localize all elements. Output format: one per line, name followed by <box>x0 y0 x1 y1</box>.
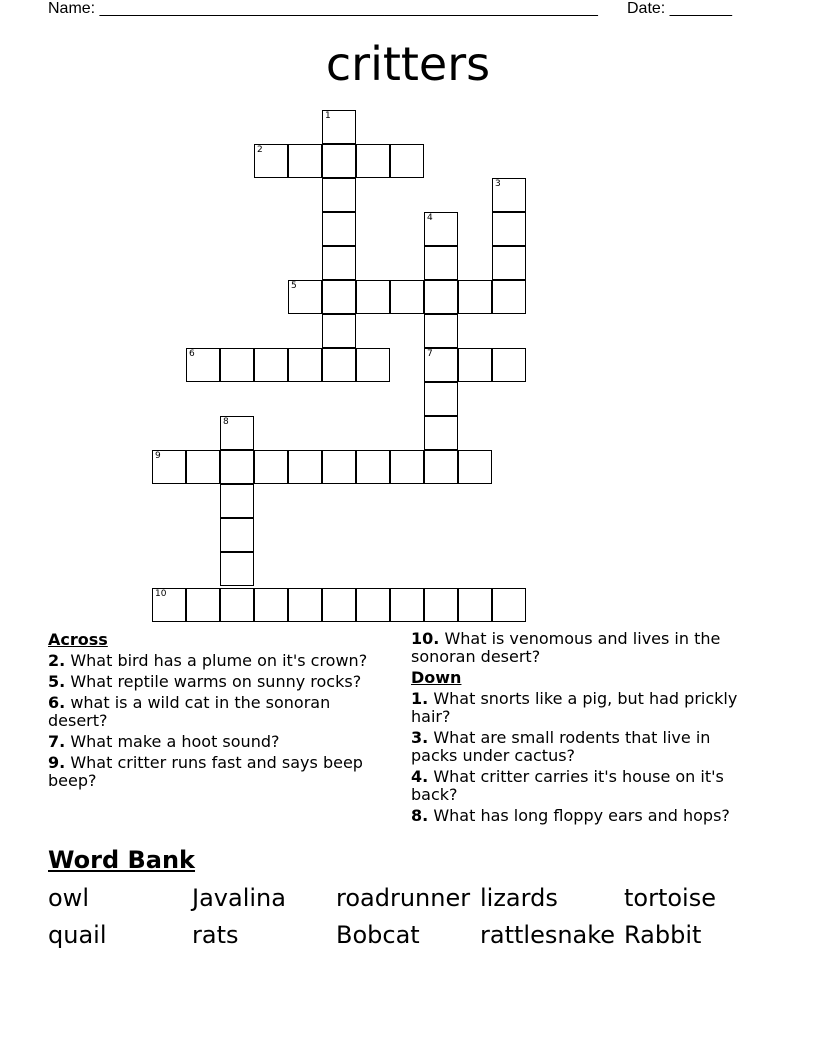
date-field-label: Date: _______ <box>627 0 732 17</box>
clue-num: 2. <box>48 651 66 670</box>
clue-number: 1 <box>325 111 331 121</box>
clue-text: What bird has a plume on it's crown? <box>70 651 368 670</box>
grid-cell[interactable] <box>152 588 186 622</box>
grid-cell[interactable] <box>254 144 288 178</box>
grid-cell[interactable] <box>322 314 356 348</box>
clue-text: What is venomous and lives in the sonoran desert? <box>411 629 721 666</box>
grid-cell[interactable] <box>458 280 492 314</box>
grid-cell[interactable] <box>390 280 424 314</box>
clue-item <box>411 630 751 666</box>
grid-cell[interactable] <box>220 416 254 450</box>
grid-cell[interactable] <box>424 588 458 622</box>
clue-number: 2 <box>257 145 263 155</box>
grid-cell[interactable] <box>322 144 356 178</box>
grid-cell[interactable] <box>322 450 356 484</box>
grid-cell[interactable] <box>186 348 220 382</box>
clue-num: 6. <box>48 693 66 712</box>
grid-cell[interactable] <box>458 450 492 484</box>
grid-cell[interactable] <box>186 450 220 484</box>
grid-cell[interactable] <box>288 348 322 382</box>
clue-num: 4. <box>411 767 429 786</box>
grid-cell[interactable] <box>492 588 526 622</box>
grid-cell[interactable] <box>424 450 458 484</box>
clue-text: What reptile warms on sunny rocks? <box>70 672 362 691</box>
grid-cell[interactable] <box>492 212 526 246</box>
grid-cell[interactable] <box>458 588 492 622</box>
page-title: critters <box>325 37 491 91</box>
grid-cell[interactable] <box>288 144 322 178</box>
grid-cell[interactable] <box>322 348 356 382</box>
grid-cell[interactable] <box>390 450 424 484</box>
clue-number: 5 <box>291 281 297 291</box>
grid-cell[interactable] <box>424 348 458 382</box>
clue-number: 9 <box>155 451 161 461</box>
grid-cell[interactable] <box>492 348 526 382</box>
grid-cell[interactable] <box>288 588 322 622</box>
grid-cell[interactable] <box>390 144 424 178</box>
grid-cell[interactable] <box>254 450 288 484</box>
word-bank-item: Rabbit <box>624 921 702 949</box>
grid-cell[interactable] <box>220 588 254 622</box>
grid-cell[interactable] <box>390 588 424 622</box>
clue-number: 6 <box>189 349 195 359</box>
grid-cell[interactable] <box>220 552 254 586</box>
clue-item <box>411 690 751 726</box>
clue-item <box>48 673 388 691</box>
clue-number: 3 <box>495 179 501 189</box>
clue-item <box>411 768 751 804</box>
grid-cell[interactable] <box>424 314 458 348</box>
clue-number: 7 <box>427 349 433 359</box>
grid-cell[interactable] <box>356 348 390 382</box>
grid-cell[interactable] <box>254 348 288 382</box>
word-bank-item: roadrunner <box>336 884 471 912</box>
grid-cell[interactable] <box>322 588 356 622</box>
grid-cell[interactable] <box>492 280 526 314</box>
grid-cell[interactable] <box>424 280 458 314</box>
clue-text: What are small rodents that live in packs under cactus? <box>411 728 711 765</box>
clue-text: What snorts like a pig, but had prickly hair? <box>411 689 738 726</box>
grid-cell[interactable] <box>322 280 356 314</box>
grid-cell[interactable] <box>322 110 356 144</box>
word-bank-item: rattlesnake <box>480 921 616 949</box>
grid-cell[interactable] <box>322 178 356 212</box>
grid-cell[interactable] <box>356 144 390 178</box>
grid-cell[interactable] <box>220 518 254 552</box>
clue-number: 8 <box>223 417 229 427</box>
clue-num: 8. <box>411 806 429 825</box>
word-bank-item: lizards <box>480 884 558 912</box>
grid-cell[interactable] <box>220 484 254 518</box>
grid-cell[interactable] <box>424 212 458 246</box>
grid-cell[interactable] <box>424 416 458 450</box>
grid-cell[interactable] <box>492 246 526 280</box>
grid-cell[interactable] <box>322 246 356 280</box>
word-bank-item: owl <box>48 884 89 912</box>
clue-num: 7. <box>48 732 66 751</box>
clue-text: What critter carries it's house on it's back? <box>411 767 724 804</box>
grid-cell[interactable] <box>288 280 322 314</box>
clue-number: 10 <box>155 589 167 599</box>
grid-cell[interactable] <box>254 588 288 622</box>
clue-num: 3. <box>411 728 429 747</box>
grid-cell[interactable] <box>356 280 390 314</box>
grid-cell[interactable] <box>288 450 322 484</box>
clue-num: 9. <box>48 753 66 772</box>
clue-number: 4 <box>427 213 433 223</box>
down-heading: Down <box>411 668 462 687</box>
across-clues <box>48 630 388 790</box>
across-heading: Across <box>48 630 108 649</box>
grid-cell[interactable] <box>152 450 186 484</box>
grid-cell[interactable] <box>186 588 220 622</box>
clue-text: What has long floppy ears and hops? <box>433 806 730 825</box>
grid-cell[interactable] <box>220 348 254 382</box>
clue-text: What make a hoot sound? <box>70 732 280 751</box>
clue-num: 1. <box>411 689 429 708</box>
grid-cell[interactable] <box>220 450 254 484</box>
grid-cell[interactable] <box>356 450 390 484</box>
grid-cell[interactable] <box>424 246 458 280</box>
grid-cell[interactable] <box>424 382 458 416</box>
clue-num: 10. <box>411 629 440 648</box>
clue-item <box>411 807 751 825</box>
clue-text: What critter runs fast and says beep beep? <box>48 753 363 790</box>
clue-item <box>48 694 388 730</box>
word-bank-title: Word Bank <box>48 846 196 874</box>
clue-item <box>48 652 388 670</box>
word-bank-item: tortoise <box>624 884 716 912</box>
grid-cell[interactable] <box>492 178 526 212</box>
word-bank-item: Bobcat <box>336 921 420 949</box>
grid-cell[interactable] <box>322 212 356 246</box>
name-field-label: Name: ________________________________________________________ <box>48 0 598 17</box>
clue-text: what is a wild cat in the sonoran desert? <box>48 693 331 730</box>
clue-item <box>411 729 751 765</box>
more-clues <box>411 630 751 825</box>
clue-item <box>48 733 388 751</box>
grid-cell[interactable] <box>458 348 492 382</box>
grid-cell[interactable] <box>356 588 390 622</box>
word-bank-item: Javalina <box>192 884 286 912</box>
clue-num: 5. <box>48 672 66 691</box>
word-bank-item: rats <box>192 921 239 949</box>
clue-item <box>48 754 388 790</box>
word-bank-item: quail <box>48 921 107 949</box>
